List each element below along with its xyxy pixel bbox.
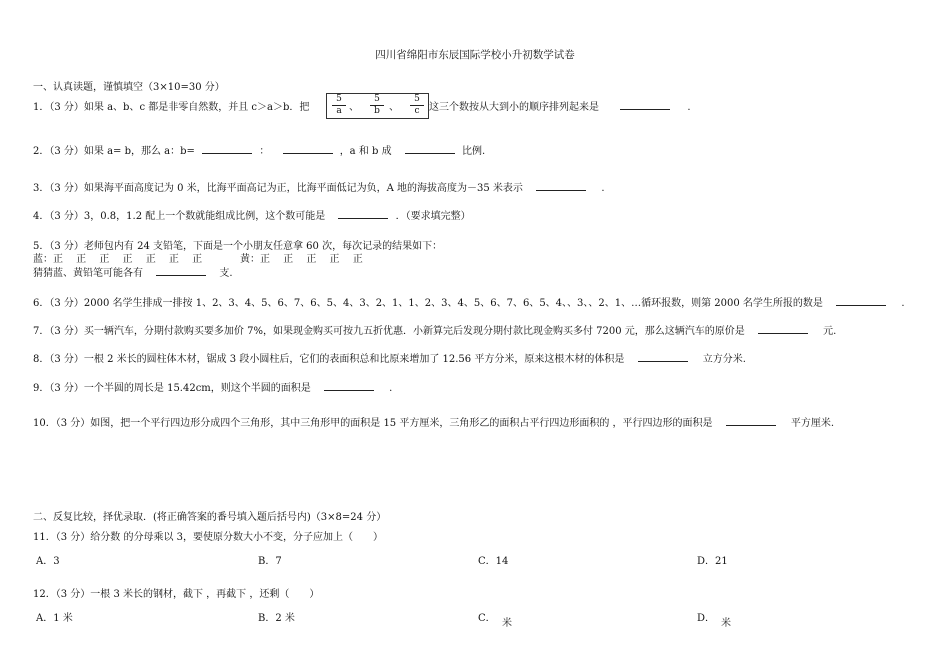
- q1-text-after: 这三个数按从大到小的顺序排列起来是: [429, 102, 599, 113]
- q7-text: 7．（3 分）买一辆汽车，分期付款购买要多加价 7%，如果现金购买可按九五折优惠．小新算完后发现分期付款比现金购买多付 7200 元，那么这辆汽车的原价是: [33, 326, 745, 337]
- fraction-box: [326, 93, 429, 119]
- colon: ：: [259, 146, 270, 157]
- section1-heading: 一、认真读题，谨慎填空（3×10=30 分）: [33, 82, 225, 93]
- denominator: b: [374, 106, 380, 116]
- numerator: 5: [374, 94, 380, 104]
- question-10: [33, 414, 834, 429]
- tally-blue: 蓝：正 正 正 正 正 正 正: [33, 254, 203, 265]
- q2-text-end: 比例.: [461, 146, 486, 157]
- fraction-5-over-a: [331, 94, 347, 117]
- answer-blank[interactable]: [324, 381, 374, 391]
- numerator: 5: [414, 94, 420, 104]
- answer-blank[interactable]: [156, 266, 206, 276]
- tally-yellow: 黄：正 正 正 正 正: [240, 254, 363, 265]
- question-8: [33, 350, 746, 365]
- period: .: [601, 183, 605, 194]
- answer-blank[interactable]: [283, 144, 333, 154]
- q10-text: 10．（3 分）如图，把一个平行四边形分成四个三角形，其中三角形甲的面积是 15 平方厘米，三角形乙的面积占平行四边形面积的 ，平行四边形的面积是: [33, 418, 713, 429]
- unit-text: 元.: [823, 326, 837, 337]
- question-6: [33, 294, 905, 309]
- q4-text: 4．（3 分）3，0.8，1.2 配上一个数就能组成比例，这个数可能是: [33, 211, 326, 222]
- q4-text-end: ．（要求填完整）: [395, 211, 471, 222]
- q5-guess-text: 猜猜蓝、黄铅笔可能各有: [33, 268, 143, 279]
- question-5: 5．（3 分）老师包内有 24 支铅笔，下面是一个小朋友任意拿 60 次，每次记录的结果如下：: [33, 241, 443, 252]
- q8-text: 8．（3 分）一根 2 米长的圆柱体木材，锯成 3 段小圆柱后，它们的表面积总和比原来增加了 12.56 平方分米，原来这根木材的体积是: [33, 354, 625, 365]
- question-4: [33, 207, 471, 222]
- q1-text: 1．（3 分）如果 a、b、c 都是非零自然数，并且 c＞a＞b．把: [33, 102, 310, 113]
- fraction-5-over-b: [369, 94, 385, 117]
- answer-blank[interactable]: [836, 296, 886, 306]
- question-12: 12．（3 分）一根 3 米长的钢材，截下 ，再截下 ，还剩（ ）: [33, 589, 320, 600]
- q12-option-d[interactable]: D．: [697, 613, 716, 624]
- answer-blank[interactable]: [405, 144, 455, 154]
- answer-blank[interactable]: [338, 209, 388, 219]
- question-7: [33, 322, 836, 337]
- denominator: a: [336, 106, 342, 116]
- period: .: [901, 298, 905, 309]
- question-3: [33, 179, 605, 194]
- unit-text: 支.: [219, 268, 233, 279]
- q12-option-b[interactable]: B．2 米: [258, 613, 295, 624]
- q11-option-d[interactable]: D．21: [697, 556, 728, 567]
- q2-text-mid: ，a 和 b 成: [339, 146, 392, 157]
- q12-option-a[interactable]: A．1 米: [36, 613, 73, 624]
- answer-blank[interactable]: [620, 100, 670, 110]
- unit-text: 立方分米.: [702, 354, 746, 365]
- q11-option-c[interactable]: C．14: [478, 556, 509, 567]
- q2-text: 2．（3 分）如果 a= b，那么 a：b=: [33, 146, 195, 157]
- unit-text: 平方厘米.: [790, 418, 835, 429]
- fraction-5-over-c: [409, 94, 425, 117]
- denominator: c: [414, 106, 420, 116]
- question-9: [33, 379, 392, 394]
- q11-option-b[interactable]: B．7: [258, 556, 282, 567]
- q1-continuation: [429, 98, 691, 113]
- period: .: [389, 383, 393, 394]
- separator: 、: [349, 102, 359, 113]
- q3-text: 3．（3 分）如果海平面高度记为 0 米，比海平面高记为正，比海平面低记为负，A 地的海拔高度为－35 米表示: [33, 183, 523, 194]
- question-5-guess: [33, 264, 233, 279]
- answer-blank[interactable]: [202, 144, 252, 154]
- q11-option-a[interactable]: A．3: [36, 556, 60, 567]
- q9-text: 9．（3 分）一个半圆的周长是 15.42cm，则这个半圆的面积是: [33, 383, 311, 394]
- answer-blank[interactable]: [536, 181, 586, 191]
- page-title: 四川省绵阳市东辰国际学校小升初数学试卷: [375, 49, 575, 61]
- q12-option-d-unit: 米: [721, 618, 731, 629]
- section2-heading: 二、反复比较，择优录取．(将正确答案的番号填入题后括号内)（3×8=24 分）: [33, 512, 387, 523]
- question-2: [33, 142, 485, 157]
- question-11: 11．（3 分）给分数 的分母乘以 3，要使原分数大小不变，分子应加上（ ）: [33, 532, 383, 543]
- answer-blank[interactable]: [726, 416, 776, 426]
- separator: 、: [389, 102, 399, 113]
- q6-text: 6．（3 分）2000 名学生排成一排按 1、2、3、4、5、6、7、6、5、4、3、2、1、1、2、3、4、5、6、7、6、5、4、、3、、2、1、…循环报数，则第 2000 名学生所报的数是: [33, 298, 823, 309]
- q12-option-c-unit: 米: [502, 618, 512, 629]
- period: .: [687, 102, 691, 113]
- question-1: [33, 98, 309, 113]
- numerator: 5: [336, 94, 342, 104]
- answer-blank[interactable]: [758, 324, 808, 334]
- answer-blank[interactable]: [638, 352, 688, 362]
- q12-option-c[interactable]: C．: [478, 613, 496, 624]
